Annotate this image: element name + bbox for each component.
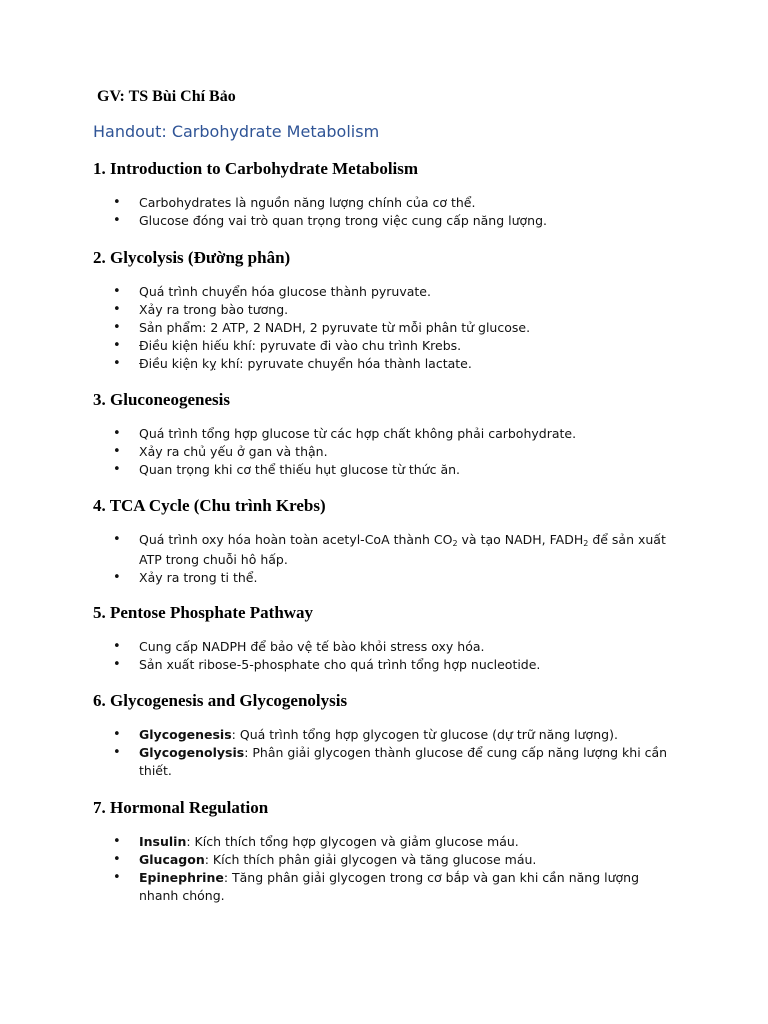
section-heading: 5. Pentose Phosphate Pathway <box>93 603 314 622</box>
list-item: • Điều kiện hiếu khí: pyruvate đi vào chu trình Krebs. <box>93 337 679 355</box>
term: Glycogenesis <box>139 727 232 742</box>
item-text: Quá trình oxy hóa hoàn toàn acetyl-CoA thành CO <box>139 532 453 547</box>
term: Glucagon <box>139 852 205 867</box>
list-item: • Sản xuất ribose-5-phosphate cho quá trình tổng hợp nucleotide. <box>93 656 679 674</box>
list-item: • Điều kiện kỵ khí: pyruvate chuyển hóa thành lactate. <box>93 355 679 373</box>
subscript: 2 <box>583 539 589 548</box>
section-heading: 4. TCA Cycle (Chu trình Krebs) <box>93 496 326 515</box>
bullet-list <box>93 638 693 674</box>
bullet-list <box>93 531 693 587</box>
list-item: • Quan trọng khi cơ thể thiếu hụt glucose từ thức ăn. <box>93 461 679 479</box>
bullet-list <box>93 283 693 373</box>
list-item <box>93 869 679 905</box>
section-heading: 2. Glycolysis (Đường phân) <box>93 248 291 267</box>
term: Epinephrine <box>139 870 224 885</box>
section-gluconeogenesis <box>93 390 693 479</box>
list-item: • Glucose đóng vai trò quan trọng trong việc cung cấp năng lượng. <box>93 212 679 230</box>
section-heading: 3. Gluconeogenesis <box>93 390 230 409</box>
author-line: GV: TS Bùi Chí Bảo <box>97 88 236 105</box>
bullet-list <box>93 833 693 905</box>
section-glycolysis <box>93 248 693 373</box>
definition: : Quá trình tổng hợp glycogen từ glucose (dự trữ năng lượng). <box>231 727 618 742</box>
list-item <box>93 833 679 851</box>
definition: : Phân giải glycogen thành glucose để cung cấp năng lượng khi cần thiết. <box>139 745 668 778</box>
section-tca-cycle <box>93 496 693 587</box>
item-text: và tạo NADH, FADH <box>457 532 584 547</box>
section-heading: 1. Introduction to Carbohydrate Metabolism <box>93 159 419 178</box>
bullet-list <box>93 726 693 780</box>
section-heading: 7. Hormonal Regulation <box>93 798 269 817</box>
definition: : Kích thích tổng hợp glycogen và giảm glucose máu. <box>186 834 519 849</box>
list-item: • Quá trình tổng hợp glucose từ các hợp chất không phải carbohydrate. <box>93 425 679 443</box>
list-item <box>93 851 679 869</box>
list-item: • Xảy ra chủ yếu ở gan và thận. <box>93 443 679 461</box>
handout-title: Handout: Carbohydrate Metabolism <box>93 122 380 141</box>
section-glycogen <box>93 691 693 780</box>
section-hormonal-regulation <box>93 798 693 905</box>
section-introduction <box>93 159 693 230</box>
bullet-list <box>93 194 693 230</box>
section-pentose-phosphate <box>93 603 693 674</box>
term: Glycogenolysis <box>139 745 245 760</box>
term: Insulin <box>139 834 187 849</box>
section-heading: 6. Glycogenesis and Glycogenolysis <box>93 691 348 710</box>
definition: : Tăng phân giải glycogen trong cơ bắp và gan khi cần năng lượng nhanh chóng. <box>139 870 640 903</box>
list-item <box>93 744 679 780</box>
list-item: • Cung cấp NADPH để bảo vệ tế bào khỏi stress oxy hóa. <box>93 638 679 656</box>
subscript: 2 <box>452 539 458 548</box>
list-item <box>93 531 679 569</box>
list-item: • Xảy ra trong ti thể. <box>93 569 679 587</box>
item-text: để sản xuất ATP trong chuỗi hô hấp. <box>139 532 666 567</box>
list-item: • Xảy ra trong bào tương. <box>93 301 679 319</box>
bullet-list <box>93 425 693 479</box>
list-item: • Carbohydrates là nguồn năng lượng chính của cơ thể. <box>93 194 679 212</box>
list-item: • Sản phẩm: 2 ATP, 2 NADH, 2 pyruvate từ mỗi phân tử glucose. <box>93 319 679 337</box>
list-item <box>93 726 679 744</box>
list-item: • Quá trình chuyển hóa glucose thành pyruvate. <box>93 283 679 301</box>
definition: : Kích thích phân giải glycogen và tăng glucose máu. <box>204 852 537 867</box>
